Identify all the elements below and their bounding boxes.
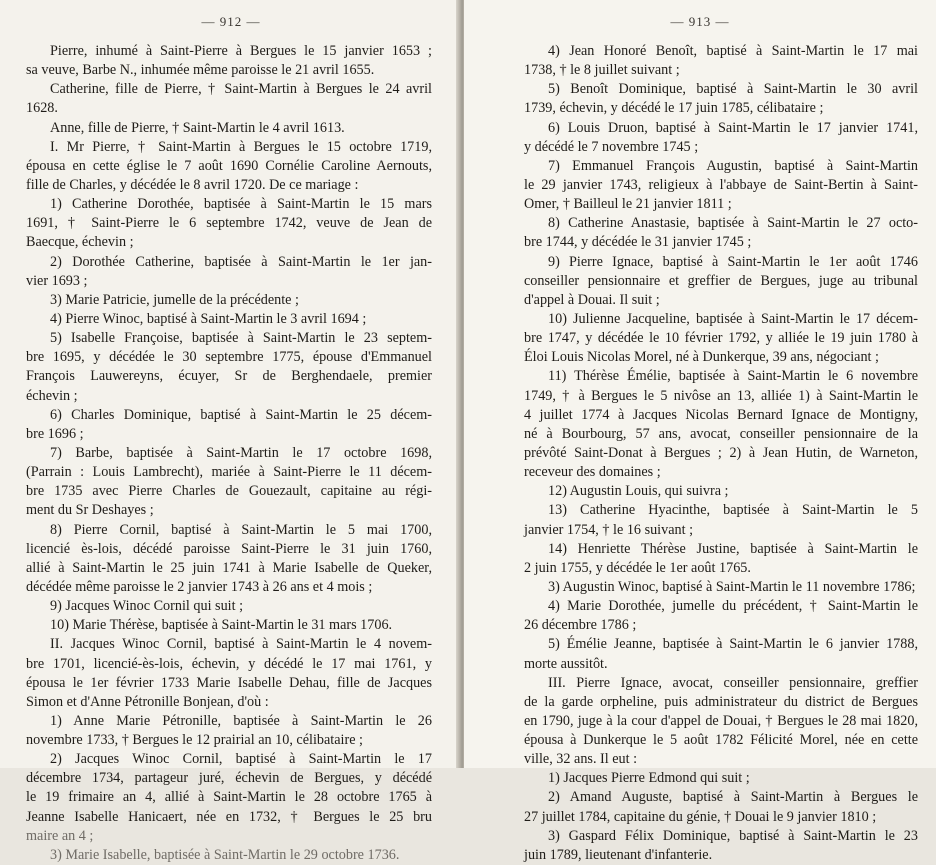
text-line: 5) Benoît Dominique, baptisé à Saint-Martin le 30 avril xyxy=(548,81,918,98)
text-line: bre 1744, y décédée le 31 janvier 1745 ; xyxy=(524,234,752,251)
text-line: 1) Catherine Dorothée, baptisée à Saint-Martin le 15 mars xyxy=(50,196,432,213)
text-line: (Parrain : Louis Lambrecht), mariée à Saint-Pierre le 11 décem- xyxy=(26,464,432,481)
text-line: décédée même paroisse le 2 janvier 1743 à 26 ans et 4 mois ; xyxy=(26,578,373,595)
text-line: 26 décembre 1786 ; xyxy=(524,617,637,634)
text-line: décembre 1734, partageur juré, échevin de Bergues, y décédé xyxy=(26,770,432,787)
text-line: d'appel à Douai. Il suit ; xyxy=(524,291,660,308)
text-line: Simon et d'Anne Pétronille Bonjean, d'où : xyxy=(26,693,269,710)
right-page xyxy=(464,0,936,863)
text-line: licencié ès-lois, décédé paroisse Saint-Pierre le 31 juin 1760, xyxy=(26,540,432,557)
page-number-left: — 912 — xyxy=(201,14,261,29)
text-line: 7) Emmanuel François Augustin, baptisé à Saint-Martin xyxy=(548,157,918,174)
left-page xyxy=(0,0,462,863)
text-line: 27 juillet 1784, capitaine du génie, † Douai le 9 janvier 1810 ; xyxy=(524,808,877,825)
text-line: 5) Émélie Jeanne, baptisée à Saint-Martin le 6 janvier 1788, xyxy=(548,636,918,653)
text-line: 3) Marie Isabelle, baptisée à Saint-Martin le 29 octobre 1736. xyxy=(50,846,400,863)
text-line: 1739, échevin, y décédé le 17 juin 1785, célibataire ; xyxy=(524,100,824,117)
text-line: Anne, fille de Pierre, † Saint-Martin le 4 avril 1613. xyxy=(50,119,345,136)
text-line: conseiller pensionnaire et greffier de Bergues, juge au tribunal xyxy=(524,272,918,289)
text-line: janvier 1754, † le 16 suivant ; xyxy=(524,521,694,538)
text-line: Jeanne Isabelle Hanicaert, née en 1732, † Bergues le 25 bru xyxy=(26,808,432,825)
text-line: 1628. xyxy=(26,100,58,117)
text-line: 1738, † le 8 juillet suivant ; xyxy=(524,62,680,79)
right-page-text xyxy=(524,42,918,865)
text-line: 2 juin 1755, y décédée le 1er août 1765. xyxy=(524,559,751,576)
text-line: bre 1696 ; xyxy=(26,425,84,442)
text-line: ment du Sr Deshayes ; xyxy=(26,502,154,519)
text-line: de la garde orpheline, puis administrateur du district de Bergues xyxy=(524,693,918,710)
text-line: 9) Jacques Winoc Cornil qui suit ; xyxy=(50,598,244,615)
text-line: né à Bourbourg, 57 ans, avocat, conseiller pensionnaire de la xyxy=(524,425,918,442)
text-line: 3) Gaspard Félix Dominique, baptisé à Saint-Martin le 23 xyxy=(548,827,918,844)
text-line: 11) Thérèse Émélie, baptisée à Saint-Martin le 6 novembre xyxy=(548,368,918,385)
text-line: 8) Pierre Cornil, baptisé à Saint-Martin le 5 mai 1700, xyxy=(50,521,432,538)
text-line: Pierre, inhumé à Saint-Pierre à Bergues le 15 janvier 1653 ; xyxy=(50,43,432,59)
text-line: bre 1695, y décédée le 30 septembre 1775, épouse d'Emmanuel xyxy=(26,349,432,366)
page-number-right: — 913 — xyxy=(670,14,730,29)
text-line: 6) Charles Dominique, baptisé à Saint-Martin le 25 décem- xyxy=(50,406,432,423)
text-line: 4) Jean Honoré Benoît, baptisé à Saint-Martin le 17 mai xyxy=(548,43,918,59)
left-page-text xyxy=(26,42,432,865)
text-line: 8) Catherine Anastasie, baptisée à Saint-Martin le 27 octo- xyxy=(548,215,918,232)
text-line: III. Pierre Ignace, avocat, conseiller pensionnaire, greffier xyxy=(548,674,918,691)
text-line: en 1790, juge à la cour d'appel de Douai, † Bergues le 28 mai 1820, xyxy=(524,712,918,729)
text-line: 3) Marie Patricie, jumelle de la précédente ; xyxy=(50,291,299,308)
text-line: épousa en cette église le 7 août 1690 Cornélie Caroline Aernouts, xyxy=(26,157,432,174)
text-line: 10) Julienne Jacqueline, baptisée à Saint-Martin le 17 décem- xyxy=(548,310,918,327)
text-line: 14) Henriette Thérèse Justine, baptisée à Saint-Martin le xyxy=(548,540,918,557)
text-line: le 19 frimaire an 4, allié à Saint-Martin le 28 octobre 1765 à xyxy=(26,789,432,806)
text-line: sa veuve, Barbe N., inhumée même paroisse le 21 avril 1655. xyxy=(26,62,375,79)
text-line: 6) Louis Druon, baptisé à Saint-Martin le 17 janvier 1741, xyxy=(548,119,918,136)
text-line: 1) Anne Marie Pétronille, baptisée à Saint-Martin le 26 xyxy=(50,712,432,729)
text-line: novembre 1733, † Bergues le 12 prairial an 10, célibataire ; xyxy=(26,732,363,749)
text-line: Catherine, fille de Pierre, † Saint-Martin à Bergues le 24 avril xyxy=(50,81,432,98)
text-line: 4) Pierre Winoc, baptisé à Saint-Martin le 3 avril 1694 ; xyxy=(50,310,367,327)
text-line: II. Jacques Winoc Cornil, baptisé à Saint-Martin le 4 novem- xyxy=(50,636,432,653)
text-line: 7) Barbe, baptisée à Saint-Martin le 17 octobre 1698, xyxy=(50,444,432,461)
text-line: morte aussitôt. xyxy=(524,655,608,672)
text-line: 4) Marie Dorothée, jumelle du précédent, † Saint-Martin le xyxy=(548,598,918,615)
text-line: 5) Isabelle Françoise, baptisée à Saint-Martin le 23 septem- xyxy=(50,330,432,347)
text-line: 13) Catherine Hyacinthe, baptisée à Saint-Martin le 5 xyxy=(548,502,918,519)
text-line: bre 1735 avec Pierre Charles de Gouezault, capitaine au régi- xyxy=(26,483,432,500)
text-line: épousa à Dunkerque le 5 août 1782 Félicité Morel, née en cette xyxy=(524,732,918,749)
text-line: fille de Charles, y décédée le 8 avril 1720. De ce mariage : xyxy=(26,176,359,193)
text-line: le 29 janvier 1743, religieux à l'abbaye de Saint-Bertin à Saint- xyxy=(524,176,918,193)
text-line: François Lauwereyns, écuyer, Sr de Berghendaele, premier xyxy=(26,368,432,385)
text-line: bre 1747, y décédée le 10 février 1792, y alliée le 19 juin 1780 à xyxy=(524,330,918,347)
text-line: I. Mr Pierre, † Saint-Martin à Bergues le 15 octobre 1719, xyxy=(50,138,432,155)
text-line: ville, 32 ans. Il eut : xyxy=(524,751,638,768)
text-line: Omer, † Bailleul le 21 janvier 1811 ; xyxy=(524,196,732,213)
text-line: 2) Dorothée Catherine, baptisée à Saint-Martin le 1er jan- xyxy=(50,253,432,270)
text-line: 1) Jacques Pierre Edmond qui suit ; xyxy=(548,770,750,787)
text-line: vier 1693 ; xyxy=(26,272,88,289)
text-line: échevin ; xyxy=(26,387,78,404)
text-line: épousa le 1er février 1733 Marie Isabelle Dehau, fille de Jacques xyxy=(26,674,432,691)
text-line: 3) Augustin Winoc, baptisé à Saint-Martin le 11 novembre 1786; xyxy=(548,578,916,595)
text-line: y décédé le 7 novembre 1745 ; xyxy=(524,138,699,155)
text-line: maire an 4 ; xyxy=(26,827,94,844)
text-line: 2) Jacques Winoc Cornil, baptisé à Saint-Martin le 17 xyxy=(50,751,432,768)
text-line: bre 1701, licencié-ès-lois, échevin, y décédé le 17 mai 1761, y xyxy=(26,655,432,672)
text-line: 4 juillet 1774 à Jacques Nicolas Bernard Ignace de Montigny, xyxy=(524,406,918,423)
text-line: allié à Saint-Martin le 25 juin 1741 à Marie Isabelle de Queker, xyxy=(26,559,432,576)
text-line: 2) Amand Auguste, baptisé à Saint-Martin à Bergues le xyxy=(548,789,918,806)
text-line: Baecque, échevin ; xyxy=(26,234,134,251)
text-line: Éloi Louis Nicolas Morel, né à Dunkerque, 39 ans, négociant ; xyxy=(524,349,879,366)
text-line: 12) Augustin Louis, qui suivra ; xyxy=(548,483,729,500)
text-line: 10) Marie Thérèse, baptisée à Saint-Martin le 31 mars 1706. xyxy=(50,617,393,634)
text-line: juin 1789, lieutenant d'infanterie. xyxy=(524,846,713,863)
text-line: prévôté Saint-Donat à Bergues ; 2) à Jean Hutin, de Warneton, xyxy=(524,444,918,461)
text-line: receveur des domaines ; xyxy=(524,464,661,481)
text-line: 1749, † à Bergues le 5 nivôse an 13, alliée 1) à Saint-Martin le xyxy=(524,387,918,404)
text-line: 9) Pierre Ignace, baptisé à Saint-Martin le 1er août 1746 xyxy=(548,253,918,270)
text-line: 1691, † Saint-Pierre le 6 septembre 1742, veuve de Jean de xyxy=(26,215,432,232)
